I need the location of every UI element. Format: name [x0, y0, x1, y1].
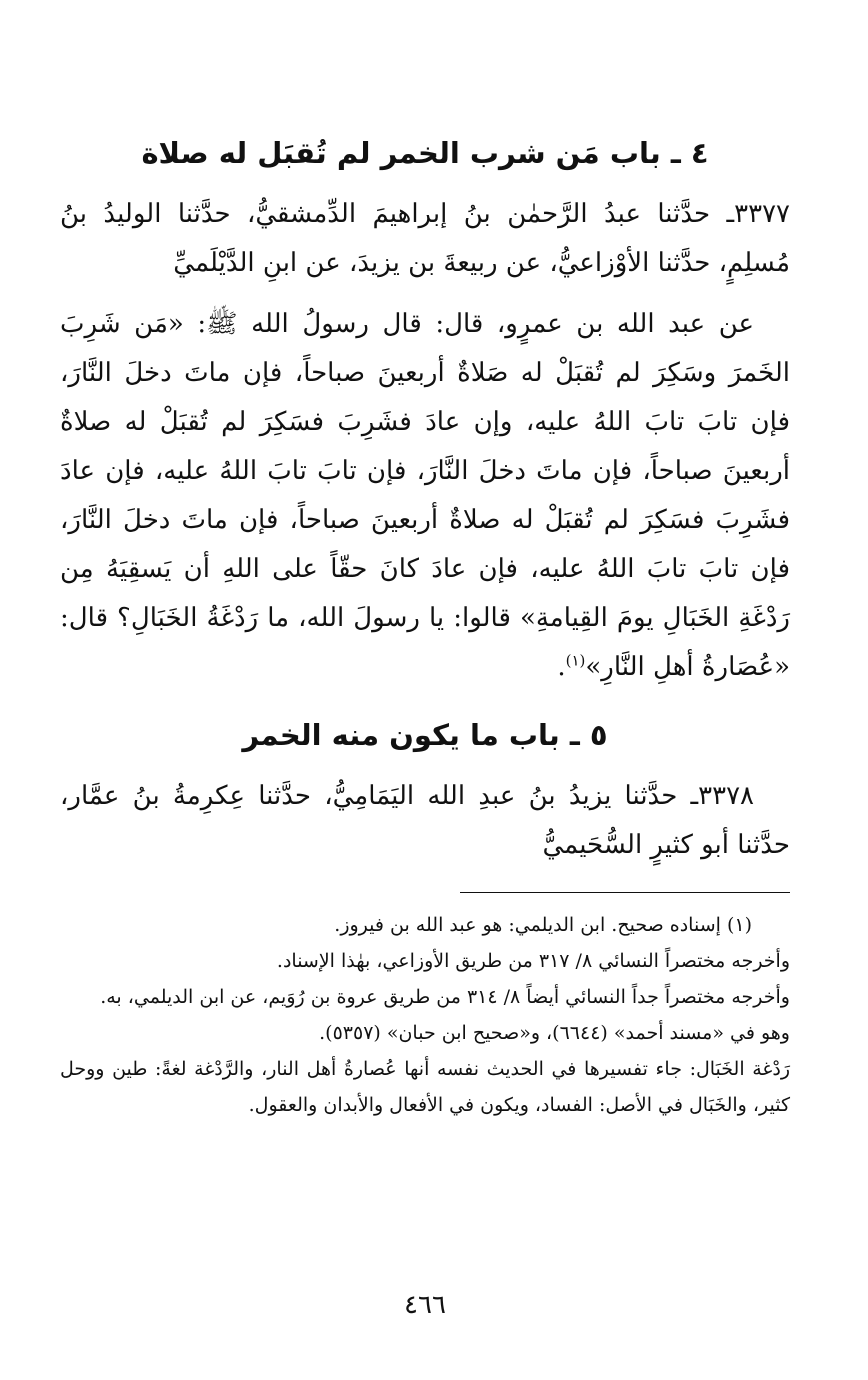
page-number: ٤٦٦ [404, 1290, 446, 1320]
footnote-marker[interactable]: (١) [565, 651, 586, 670]
footnote-references: وهو في «مسند أحمد» (٦٦٤٤)، و«صحيح ابن حبان» (٥٣٥٧). [319, 1022, 790, 1044]
hadith-3378-text: ٣٣٧٨ـ حدَّثنا يزيدُ بنُ عبدِ الله اليَمَامِيُّ، حدَّثنا عِكرِمةُ بنُ عمَّار، حدَّثنا أبو كثيرٍ السُّحَيميُّ [60, 781, 790, 860]
hadith-3377-chain: ٣٣٧٧ـ حدَّثنا عبدُ الرَّحمٰن بنُ إبراهيمَ الدِّمشقيُّ، حدَّثنا الوليدُ بنُ مُسلِمٍ، حدَّثنا الأوْزاعيُّ، عن ربيعةَ بن يزيدَ، عن ابنِ الدَّيْلَميِّ [60, 199, 790, 278]
footnote-glossary: رَدْغة الخَبَال: جاء تفسيرها في الحديث نفسه أنها عُصارةُ أهل النار، والرَّدْغة لغةً: طين ووحل كثير، والخَبَال في الأصل: الفساد، ويكون في الأفعال والأبدان والعقول. [60, 1058, 790, 1116]
hadith-3377-text [60, 300, 790, 692]
footnote-divider [460, 892, 790, 893]
book-page [60, 110, 790, 1340]
chapter-5-heading: ٥ ـ باب ما يكون منه الخمر [242, 718, 608, 752]
footnote-1: (١) إسناده صحيح. ابن الديلمي: هو عبد الله بن فيروز. [334, 914, 752, 936]
footnote-takhrij-1: وأخرجه مختصراً النسائي ٨/ ٣١٧ من طريق الأوزاعي، بهٰذا الإسناد. [276, 950, 790, 972]
hadith-3377-end: . [557, 652, 566, 682]
hadith-3377-matn: عن عبد الله بن عمرٍو، قال: قال رسولُ الله ﷺ: «مَن شَرِبَ الخَمرَ وسَكِرَ لم تُقبَلْ له صَلاةٌ أربعينَ صباحاً، فإن ماتَ دخلَ النَّارَ، فإن تابَ تابَ اللهُ عليه، وإن عادَ فشَرِبَ فسَكِرَ لم تُقبَلْ له صلاةٌ أربعينَ صباحاً، فإن ماتَ دخلَ النَّارَ، فإن تابَ تابَ اللهُ عليه، فإن عادَ فشَرِبَ فسَكِرَ لم تُقبَلْ له صلاةٌ أربعينَ صباحاً، فإن ماتَ دخلَ النَّارَ، فإن تابَ تابَ اللهُ عليه، فإن عادَ كانَ حقّاً على اللهِ أن يَسقِيَهُ مِن رَدْغَةِ الخَبَالِ يومَ القِيامةِ» قالوا: يا رسولَ الله، ما رَدْغَةُ الخَبَالِ؟ قال: «عُصَارةُ أهلِ النَّارِ» [60, 309, 790, 682]
chapter-4-heading: ٤ ـ باب مَن شرب الخمر لم تُقبَل له صلاة [141, 136, 709, 170]
footnotes [60, 907, 790, 1123]
footnote-takhrij-2: وأخرجه مختصراً جداً النسائي أيضاً ٨/ ٣١٤ من طريق عروة بن رُوَيم، عن ابن الديلمي، به. [100, 986, 790, 1008]
